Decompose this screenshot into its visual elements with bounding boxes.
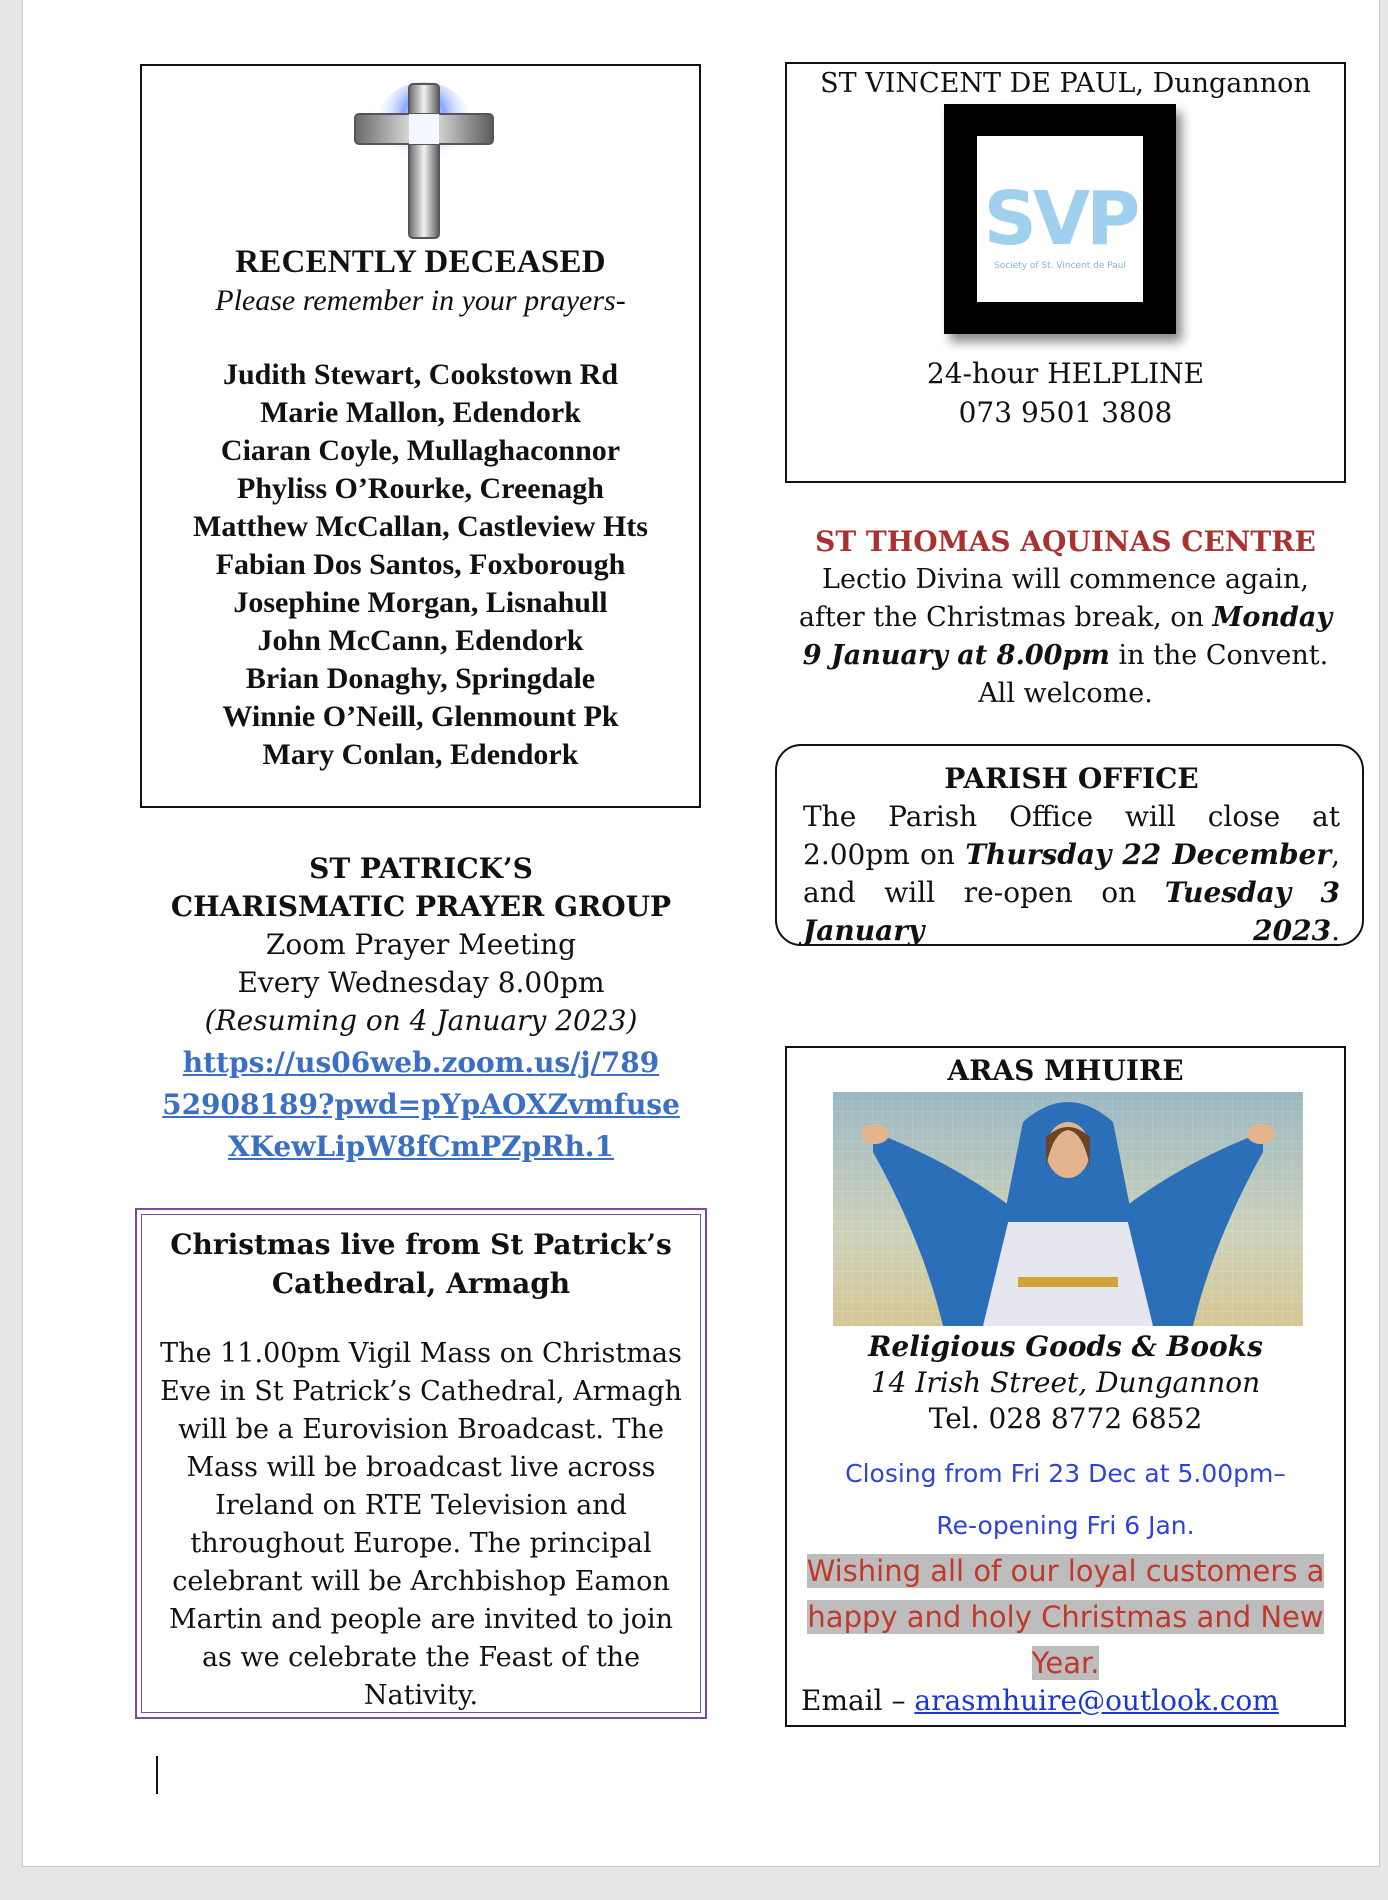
religious-goods-label: Religious Goods & Books xyxy=(868,1330,1263,1363)
prayer-line-2: Every Wednesday 8.00pm xyxy=(237,966,605,999)
christmas-wish xyxy=(805,1548,1326,1686)
deceased-name: Josephine Morgan, Lisnahull xyxy=(233,586,608,619)
deceased-name: Ciaran Coyle, Mullaghaconnor xyxy=(220,434,621,467)
deceased-subtitle: Please remember in your prayers- xyxy=(215,284,626,317)
prayer-group-title-1: ST PATRICK’S xyxy=(309,852,533,885)
aras-email xyxy=(801,1684,1279,1717)
text-cursor xyxy=(156,1756,158,1794)
aquinas-date: Monday 9 January at 8.00pm xyxy=(802,602,1333,671)
aquinas-title: ST THOMAS AQUINAS CENTRE xyxy=(815,525,1316,558)
parish-office-text xyxy=(803,798,1340,950)
aras-address: 14 Irish Street, Dungannon xyxy=(870,1366,1261,1399)
zoom-link-line-3[interactable]: XKewLipW8fCmPZpRh.1 xyxy=(227,1130,615,1163)
zoom-link-line-1[interactable]: https://us06web.zoom.us/j/789 xyxy=(182,1046,660,1079)
prayer-group-title-2: CHARISMATIC PRAYER GROUP xyxy=(170,890,672,923)
svp-box xyxy=(785,62,1346,483)
svp-logo-subtext: Society of St. Vincent de Paul xyxy=(993,261,1127,271)
deceased-name: Fabian Dos Santos, Foxborough xyxy=(215,548,626,581)
cross-icon xyxy=(351,80,497,240)
email-label: Email – xyxy=(801,1684,915,1717)
zoom-link[interactable] xyxy=(141,1042,701,1168)
helpline-number: 073 9501 3808 xyxy=(958,396,1173,429)
christmas-body: The 11.00pm Vigil Mass on Christmas Eve in St Patrick’s Cathedral, Armagh will be a Eurovision Broadcast. The Mass will be broadcast live across Ireland on RTE Television and throughout Europe. The principal celebrant will be Archbishop Eamon Martin and people are invited to join as we celebrate the Feast of the Nativity. xyxy=(160,1338,682,1711)
aquinas-section xyxy=(793,523,1338,713)
mary-mosaic-image xyxy=(833,1092,1303,1326)
parish-office-title: PARISH OFFICE xyxy=(944,762,1199,795)
parish-office-box xyxy=(775,744,1364,946)
aras-title: ARAS MHUIRE xyxy=(947,1054,1184,1087)
svp-logo-icon xyxy=(977,136,1143,302)
svp-logo xyxy=(944,104,1176,334)
aquinas-text xyxy=(793,561,1338,713)
parish-reopen-date: Tuesday 3 January 2023 xyxy=(803,876,1341,947)
deceased-name: Marie Mallon, Edendork xyxy=(260,396,581,429)
deceased-name: Phyliss O’Rourke, Creenagh xyxy=(237,472,604,505)
prayer-line-1: Zoom Prayer Meeting xyxy=(265,928,577,961)
aras-mhuire-box xyxy=(785,1046,1346,1727)
parish-close-date: Thursday 22 December xyxy=(965,838,1332,871)
parish-text-b: , and will re-open on xyxy=(803,838,1341,909)
prayer-line-3: (Resuming on 4 January 2023) xyxy=(204,1004,638,1037)
christmas-title: Christmas live from St Patrick’s Cathedral, Armagh xyxy=(170,1228,672,1300)
christmas-wish-text: Wishing all of our loyal customers a happy and holy Christmas and New Year. xyxy=(806,1554,1325,1680)
closing-line-1: Closing from Fri 23 Dec at 5.00pm– xyxy=(845,1459,1286,1488)
aquinas-text-a: Lectio Divina will commence again, after the Christmas break, on xyxy=(798,564,1309,633)
parish-text-c: . xyxy=(1331,914,1340,947)
deceased-name: Brian Donaghy, Springdale xyxy=(245,662,596,695)
deceased-name: John McCann, Edendork xyxy=(257,624,584,657)
recently-deceased-box xyxy=(140,64,701,808)
zoom-link-line-2[interactable]: 52908189?pwd=pYpAOXZvmfuse xyxy=(162,1088,680,1121)
deceased-names-list xyxy=(142,356,699,774)
closing-line-2: Re-opening Fri 6 Jan. xyxy=(936,1511,1195,1540)
helpline-label: 24-hour HELPLINE xyxy=(926,357,1205,390)
document-page xyxy=(22,0,1380,1867)
aras-telephone: Tel. 028 8772 6852 xyxy=(928,1402,1203,1435)
deceased-name: Winnie O’Neill, Glenmount Pk xyxy=(222,700,619,733)
christmas-broadcast-box xyxy=(135,1208,707,1719)
email-link[interactable]: arasmhuire@outlook.com xyxy=(914,1684,1279,1717)
deceased-name: Matthew McCallan, Castleview Hts xyxy=(193,510,648,543)
parish-text-a: The Parish Office will close at 2.00pm on xyxy=(803,800,1340,871)
deceased-name: Mary Conlan, Edendork xyxy=(262,738,579,771)
prayer-group-section xyxy=(141,850,701,1168)
svp-logo-text: SVP xyxy=(983,176,1137,262)
aquinas-text-b: in the Convent. All welcome. xyxy=(978,640,1329,709)
aras-closing-notice xyxy=(787,1448,1344,1552)
deceased-name: Judith Stewart, Cookstown Rd xyxy=(222,358,619,391)
svp-heading: ST VINCENT DE PAUL, Dungannon xyxy=(820,68,1311,99)
deceased-title: RECENTLY DECEASED xyxy=(235,244,606,280)
